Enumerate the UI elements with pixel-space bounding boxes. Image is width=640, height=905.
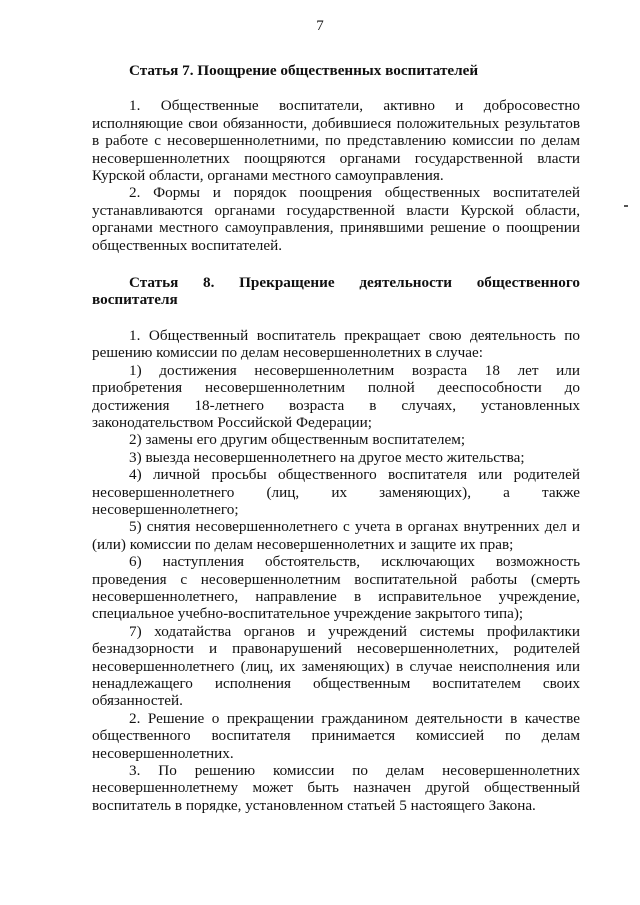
article-8-list-item: 6) наступления обстоятельств, исключающих возможность проведения с несовершеннолетним воспитательной работы (смерть несовершеннолетнего, направление в исправительное учреждение, специальное учебно-воспитательное учреждение закрытого типа); bbox=[92, 553, 580, 623]
article-7-heading: Статья 7. Поощрение общественных воспитателей bbox=[129, 62, 479, 79]
article-8-list-item: 7) ходатайства органов и учреждений системы профилактики безнадзорности и правонарушений несовершеннолетних, родителей несовершеннолетнего (лиц, их заменяющих) в случае неисполнения или ненадлежащего исполнения общественным воспитателем своих обязанностей. bbox=[92, 622, 580, 710]
article-8-heading: Статья 8. Прекращение деятельности общественного воспитателя bbox=[92, 274, 580, 309]
article-8-list-item: 5) снятия несовершеннолетнего с учета в органах внутренних дел и (или) комиссии по делам несовершеннолетних и защите их прав; bbox=[92, 518, 580, 553]
article-8-list-item: 3) выезда несовершеннолетнего на другое место жительства; bbox=[129, 448, 525, 466]
document-body bbox=[92, 62, 580, 814]
article-8-list-item: 2) замены его другим общественным воспитателем; bbox=[129, 431, 466, 449]
article-8-paragraph: 3. По решению комиссии по делам несовершеннолетних несовершеннолетнему может быть назначен другой общественный воспитатель в порядке, установленном статьей 5 настоящего Закона. bbox=[92, 762, 580, 814]
article-8-paragraph: 2. Решение о прекращении гражданином деятельности в качестве общественного воспитателя принимается комиссией по делам несовершеннолетних. bbox=[92, 709, 580, 762]
article-7-paragraph: 2. Формы и порядок поощрения общественных воспитателей устанавливаются органами государственной власти Курской области, органами местного самоуправления, принявшими решение о поощрении общественных воспитателей. bbox=[92, 184, 580, 254]
article-7-paragraph: 1. Общественные воспитатели, активно и добросовестно исполняющие свои обязанности, добившиеся положительных результатов в работе с несовершеннолетними, по представлению комиссии по делам несовершеннолетних поощряются органами государственной власти Курской области, органами местного самоуправления. bbox=[92, 97, 580, 185]
article-8-list-item: 4) личной просьбы общественного воспитателя или родителей несовершеннолетнего (лиц, их заменяющих), а также несовершеннолетнего; bbox=[92, 466, 580, 518]
article-8-paragraph: 1. Общественный воспитатель прекращает свою деятельность по решению комиссии по делам несовершеннолетних в случае: bbox=[92, 326, 580, 362]
article-8-list-item: 1) достижения несовершеннолетним возраста 18 лет или приобретения несовершеннолетним полной дееспособности до достижения 18-летнего возраста в случаях, установленных законодательством Российской Федерации; bbox=[92, 361, 580, 431]
page-number: 7 bbox=[316, 18, 324, 34]
margin-mark bbox=[624, 205, 628, 207]
